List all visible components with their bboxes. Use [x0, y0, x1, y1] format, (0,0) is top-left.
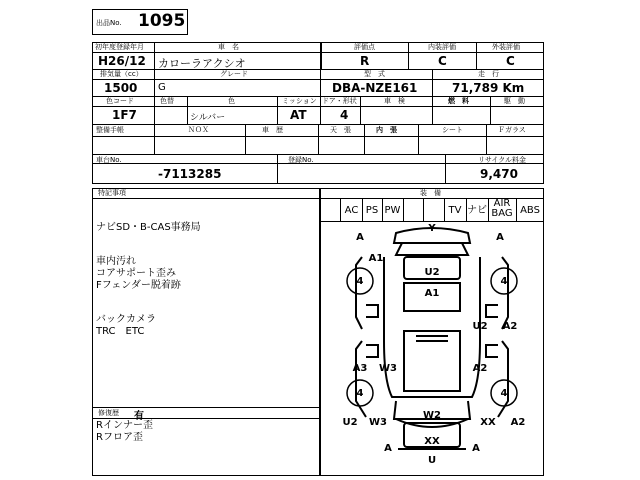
mark-y: Y [428, 223, 436, 234]
mark-xx-right: XX [480, 417, 496, 428]
mark-a-front-right: A [496, 232, 504, 243]
mark-w3-mid: W3 [379, 363, 397, 374]
interior-label: 内装評価 [428, 43, 456, 51]
mark-4-rr: 4 [500, 388, 508, 399]
year-label: 初年度登録年月 [95, 43, 144, 51]
displacement-value: 1500 [104, 81, 138, 95]
repair-value: 有 [134, 411, 144, 422]
lot-label: 出品No. [96, 19, 122, 27]
color-name-label: 色 [228, 97, 235, 105]
color-change-label: 色替 [160, 97, 174, 105]
mark-a2-right: A2 [502, 321, 518, 332]
mileage-value: 71,789 Km [452, 81, 525, 95]
mark-a1-center: A1 [424, 288, 440, 299]
mark-xx-center: XX [424, 436, 440, 447]
mission-value: AT [290, 108, 307, 122]
car-damage-diagram [320, 221, 544, 476]
recycle-value: 9,470 [480, 167, 518, 181]
history-label: 車 歴 [262, 126, 283, 134]
mark-a-rear-right: A [472, 443, 480, 454]
equip-airbag: AIR BAG [491, 198, 513, 219]
mark-w2: W2 [423, 410, 441, 421]
exterior-label: 外装評価 [492, 43, 520, 51]
exterior-value: C [506, 54, 515, 68]
seat-label: シート [442, 126, 463, 134]
drive-label: 駆 動 [504, 97, 525, 105]
notes-line1: ナビSD・B-CAS事務局 [96, 222, 201, 233]
displacement-label: 排気量（cc） [100, 70, 143, 78]
reg-label: 登録No. [288, 156, 314, 164]
mark-a1-left: A1 [368, 253, 384, 264]
inspection-label: 車 検 [384, 97, 405, 105]
interior-trim-label: 内 張 [376, 126, 397, 134]
mark-a-front-left: A [356, 232, 364, 243]
door-label: ドア・形状 [322, 97, 357, 105]
grade-label: グレード [220, 70, 248, 78]
mileage-label: 走 行 [478, 70, 499, 78]
fuel-label: 燃 料 [448, 97, 469, 105]
mission-label: ミッション [282, 97, 317, 105]
mark-w3-rear: W3 [369, 417, 387, 428]
equip-ps: PS [365, 205, 379, 216]
model-value: DBA-NZE161 [332, 81, 418, 95]
notes-block3: バックカメラ TRC ETC [96, 314, 156, 337]
car-name: カローラアクシオ [158, 57, 246, 70]
model-label: 型 式 [364, 70, 385, 78]
mark-u2-top: U2 [424, 267, 440, 278]
color-code-value: 1F7 [112, 108, 137, 122]
equip-ac: AC [344, 205, 359, 216]
equip-navi: ナビ [467, 205, 487, 216]
mark-a2-mid: A2 [472, 363, 488, 374]
mark-4-fl: 4 [356, 276, 364, 287]
repair-label: 修復歴 [98, 409, 119, 417]
mark-a3: A3 [352, 363, 368, 374]
mark-u: U [427, 455, 437, 466]
mark-a2-rear: A2 [510, 417, 526, 428]
f-glass-label: Ｆガラス [498, 126, 526, 134]
doors-value: 4 [340, 108, 349, 122]
chassis-value: -7113285 [158, 167, 222, 181]
nox-label: ＮＯＸ [188, 126, 209, 134]
mark-u2-right: U2 [472, 321, 488, 332]
equip-abs: ABS [520, 205, 540, 216]
color-code-label: 色コード [106, 97, 134, 105]
mark-4-fr: 4 [500, 276, 508, 287]
ceiling-label: 天 張 [330, 126, 351, 134]
score-label: 評価点 [354, 43, 375, 51]
mark-4-rl: 4 [356, 388, 364, 399]
lot-number: 1095 [138, 11, 186, 31]
recycle-label: リサイクル料金 [478, 156, 527, 164]
manual-label: 整備手帳 [96, 126, 124, 134]
notes-label: 特記事項 [98, 189, 126, 197]
score-value: R [360, 54, 370, 68]
mark-u2-rear-left: U2 [342, 417, 358, 428]
notes-block2: 車内汚れ コアサポート歪み Fフェンダー脱着跡 [96, 256, 181, 291]
mark-a-rear-left: A [384, 443, 392, 454]
color-name-value: シルバー [190, 113, 226, 123]
chassis-label: 車台No. [96, 156, 122, 164]
car-label: 車 名 [218, 43, 239, 51]
equip-tv: TV [448, 205, 462, 216]
grade-value: G [158, 82, 166, 93]
year-value: H26/12 [98, 54, 146, 68]
repair-text: Rインナー歪 Rフロア歪 [96, 420, 153, 443]
interior-value: C [438, 54, 447, 68]
equipment-label: 装 備 [420, 189, 441, 197]
equip-pw: PW [384, 205, 401, 216]
